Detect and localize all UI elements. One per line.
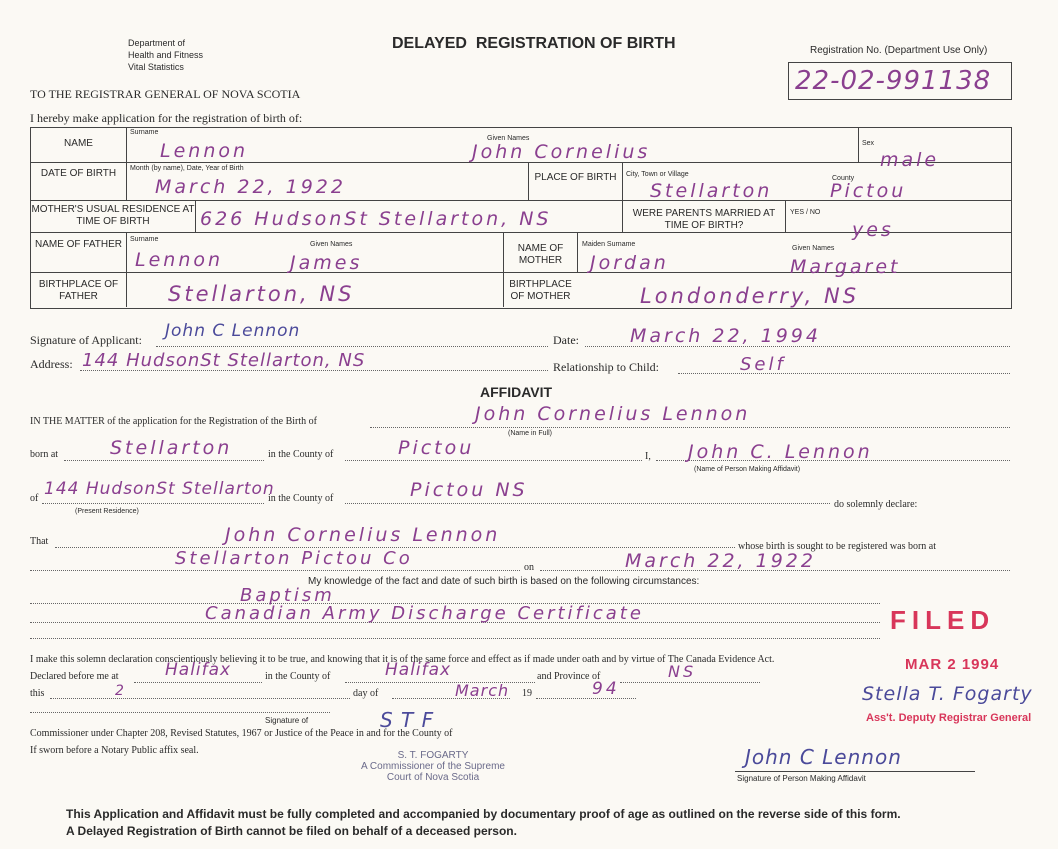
department-line: Health and Fitness — [128, 50, 204, 60]
footer-line: A Delayed Registration of Birth cannot be filed on behalf of a deceased person. — [66, 824, 517, 838]
father-surname-caption: Surname — [130, 236, 159, 243]
year-prefix: 19 — [522, 688, 532, 699]
on-label: on — [524, 562, 534, 573]
in-county-label: in the County of — [268, 449, 334, 460]
department-line: Department of — [128, 38, 186, 48]
name-label: NAME — [64, 138, 93, 149]
affiant-county: Pictou NS — [410, 479, 528, 501]
to-registrar: TO THE REGISTRAR GENERAL OF NOVA SCOTIA — [30, 87, 301, 101]
maiden-caption: Maiden Surname — [582, 241, 636, 248]
mother-given: Margaret — [790, 256, 901, 278]
birth-city: Stellarton — [650, 180, 773, 202]
province-value: NS — [668, 662, 697, 681]
mother-birthplace: Londonderry, NS — [640, 284, 860, 308]
dob-value: March 22, 1922 — [155, 176, 346, 198]
present-residence-caption: (Present Residence) — [75, 508, 139, 515]
affidavit-heading: AFFIDAVIT — [480, 384, 553, 400]
surname-caption: Surname — [130, 129, 159, 136]
declared-place: Halifax — [165, 660, 232, 680]
stamp-name: S. T. FOGARTY — [397, 750, 469, 761]
solemnly-declare: do solemnly declare: — [834, 499, 918, 510]
signature-label: Signature of Applicant: — [30, 333, 142, 347]
date-label: Date: — [553, 333, 579, 347]
registration-label: Registration No. (Department Use Only) — [810, 45, 988, 56]
born-place-value: Stellarton Pictou Co — [175, 548, 413, 569]
commissioner-initials: S T F — [380, 708, 435, 732]
commissioner-text: Commissioner under Chapter 208, Revised Statutes, 1967 or Justice of the Peace in and for the County of — [30, 728, 453, 739]
affiant-signature: John C Lennon — [745, 745, 902, 769]
solemn-declaration: I make this solemn declaration conscientiously believing it to be true, and knowing that it is of the same force and effect as if made under oath and by virtue of The Canada Evidence Act. — [30, 654, 775, 665]
application-line: I hereby make application for the registration of birth of: — [30, 111, 303, 125]
dob-caption: Month (by name), Date, Year of Birth — [130, 165, 244, 172]
county-caption: County — [832, 175, 855, 182]
knowledge-text: My knowledge of the fact and date of such birth is based on the following circumstances: — [308, 576, 700, 587]
declared-before-label: Declared before me at — [30, 671, 119, 682]
notary-text: If sworn before a Notary Public affix seal. — [30, 745, 199, 756]
in-county-label-2: in the County of — [268, 493, 334, 504]
address-label: Address: — [30, 357, 73, 371]
declared-year: 94 — [592, 679, 620, 699]
sex-caption: Sex — [862, 140, 875, 147]
born-county-value: Pictou — [398, 437, 475, 459]
yes-no-caption: YES / NO — [790, 209, 821, 216]
that-label: That — [30, 536, 49, 547]
father-name-label: NAME OF FATHER — [34, 239, 123, 250]
registration-number: 22-02-991138 — [795, 66, 992, 96]
child-surname: Lennon — [160, 140, 249, 162]
child-sex: male — [880, 149, 940, 171]
deputy-title-stamp: Ass't. Deputy Registrar General — [866, 712, 1032, 724]
matter-text: IN THE MATTER of the application for the Registration of the Birth of — [30, 416, 317, 427]
mother-birthplace-label: BIRTHPLACE OF MOTHER — [509, 279, 572, 302]
application-date: March 22, 1994 — [630, 325, 821, 347]
commissioner-stamp — [348, 750, 518, 783]
father-surname: Lennon — [135, 249, 224, 271]
footer-line: This Application and Affidavit must be fully completed and accompanied by documentary proof of age as outlined on the reverse side of this form. — [66, 807, 901, 821]
circumstance-1: Baptism — [240, 585, 335, 606]
relationship-label: Relationship to Child: — [553, 360, 660, 374]
mother-given-caption: Given Names — [792, 245, 835, 252]
declared-in-county-label: in the County of — [265, 671, 331, 682]
this-label: this — [30, 688, 45, 699]
residence-label: MOTHER'S USUAL RESIDENCE AT TIME OF BIRTH — [31, 204, 195, 227]
filed-stamp: FILED — [890, 605, 996, 635]
department-block — [128, 37, 203, 73]
filed-date-stamp: MAR 2 1994 — [905, 656, 1000, 673]
married-value: yes — [852, 219, 894, 241]
applicant-signature: John C Lennon — [165, 321, 301, 341]
circumstance-2: Canadian Army Discharge Certificate — [205, 603, 644, 624]
mother-surname: Jordan — [590, 252, 669, 274]
affiant-caption: (Name of Person Making Affidavit) — [694, 466, 801, 473]
residence-value: 626 HudsonSt Stellarton, NS — [200, 208, 552, 230]
born-at-label: born at — [30, 449, 59, 460]
name-in-full-caption: (Name in Full) — [508, 430, 552, 437]
affiant-name: John C. Lennon — [688, 441, 873, 463]
relationship-value: Self — [740, 354, 786, 375]
affiant-residence: 144 HudsonSt Stellarton — [44, 479, 275, 499]
whose-birth-text: whose birth is sought to be registered was born at — [738, 541, 937, 552]
applicant-address: 144 HudsonSt Stellarton, NS — [82, 350, 366, 371]
place-of-birth-label: PLACE OF BIRTH — [534, 172, 617, 183]
declared-month: March — [455, 681, 510, 700]
province-label: and Province of — [537, 671, 601, 682]
department-line: Vital Statistics — [128, 62, 184, 72]
footer-notice — [66, 806, 901, 840]
that-value: John Cornelius Lennon — [225, 524, 501, 546]
day-of-label: day of — [353, 688, 379, 699]
child-given-names: John Cornelius — [472, 141, 651, 163]
deputy-signature: Stella T. Fogarty — [862, 683, 1033, 705]
mother-name-label: NAME OF MOTHER — [517, 243, 564, 266]
of-label: of — [30, 493, 39, 504]
father-birthplace-label: BIRTHPLACE OF FATHER — [38, 279, 119, 302]
birth-county: Pictou — [830, 180, 907, 202]
married-label: WERE PARENTS MARRIED AT TIME OF BIRTH? — [632, 208, 776, 231]
declared-county: Halifax — [385, 660, 452, 680]
born-at-value: Stellarton — [110, 437, 233, 459]
father-given: James — [290, 252, 363, 274]
father-birthplace: Stellarton, NS — [168, 282, 355, 306]
city-caption: City, Town or Village — [626, 171, 689, 178]
stamp-line: Court of Nova Scotia — [386, 772, 480, 783]
i-label: I, — [645, 451, 651, 462]
affiant-signature-caption: Signature of Person Making Affidavit — [737, 774, 866, 783]
form-title: DELAYED REGISTRATION OF BIRTH — [392, 35, 676, 52]
declared-day: 2 — [115, 683, 127, 699]
given-names-caption: Given Names — [487, 135, 530, 142]
matter-value: John Cornelius Lennon — [475, 403, 751, 425]
father-given-caption: Given Names — [310, 241, 353, 248]
signature-of-caption: Signature of — [265, 716, 309, 725]
stamp-line: A Commissioner of the Supreme — [361, 761, 505, 772]
born-date-value: March 22, 1922 — [625, 550, 816, 572]
dob-label: DATE OF BIRTH — [40, 168, 117, 179]
